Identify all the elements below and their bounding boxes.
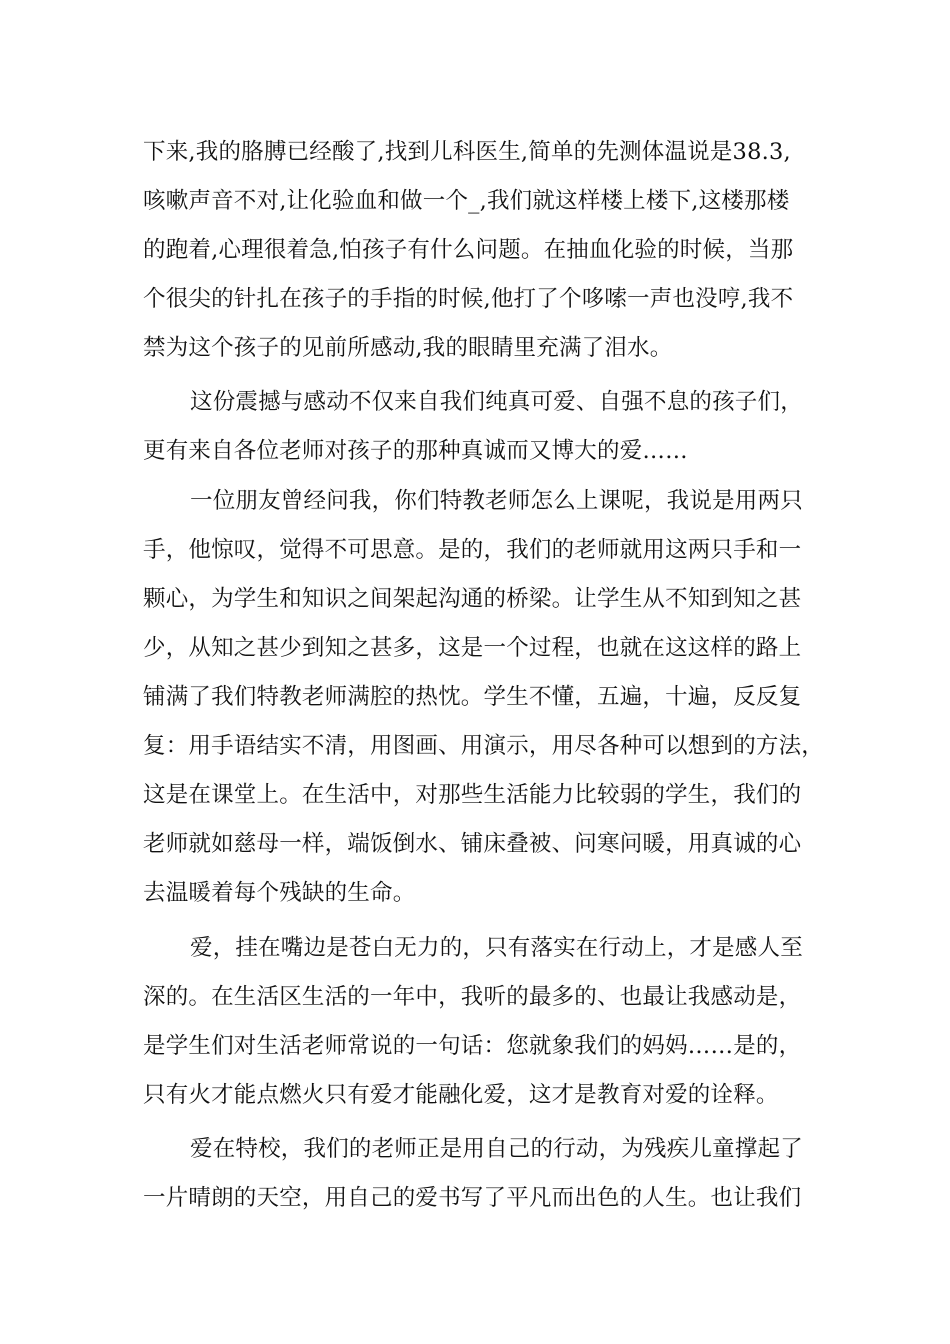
text-line: 铺满了我们特教老师满腔的热忱。学生不懂，五遍，十遍，反反复 xyxy=(143,684,802,710)
text-line: 深的。在生活区生活的一年中，我听的最多的、也最让我感动是， xyxy=(143,984,802,1010)
text-line: 是学生们对生活老师常说的一句话：您就象我们的妈妈……是的， xyxy=(143,1033,802,1059)
text-line: 这是在课堂上。在生活中，对那些生活能力比较弱的学生，我们的 xyxy=(143,782,802,808)
text-line: 复：用手语结实不清，用图画、用演示，用尽各种可以想到的方法， xyxy=(143,733,825,759)
paragraph-first-line: 爱，挂在嘴边是苍白无力的，只有落实在行动上，才是感人至 xyxy=(190,935,803,961)
paragraph-first-line: 一位朋友曾经问我，你们特教老师怎么上课呢，我说是用两只 xyxy=(190,488,803,514)
text-line: 少，从知之甚少到知之甚多，这是一个过程，也就在这这样的路上 xyxy=(143,635,802,661)
text-line: 下来,我的胳膊已经酸了,找到儿科医生,简单的先测体温说是38.3, xyxy=(143,139,791,165)
text-line: 手，他惊叹，觉得不可思意。是的，我们的老师就用这两只手和一 xyxy=(143,537,802,563)
text-line: 的跑着,心理很着急,怕孩子有什么问题。在抽血化验的时候，当那 xyxy=(143,237,794,263)
paragraph-first-line: 爱在特校，我们的老师正是用自己的行动，为残疾儿童撑起了 xyxy=(190,1136,803,1162)
text-line: 一片晴朗的天空，用自己的爱书写了平凡而出色的人生。也让我们 xyxy=(143,1185,802,1211)
text-line: 老师就如慈母一样，端饭倒水、铺床叠被、问寒问暖，用真诚的心 xyxy=(143,831,802,857)
paragraph-first-line: 这份震撼与感动不仅来自我们纯真可爱、自强不息的孩子们， xyxy=(190,389,803,415)
text-line: 更有来自各位老师对孩子的那种真诚而又博大的爱…… xyxy=(143,438,688,464)
text-line: 禁为这个孩子的见前所感动,我的眼睛里充满了泪水。 xyxy=(143,335,673,361)
text-line: 个很尖的针扎在孩子的手指的时候,他打了个哆嗦一声也没哼,我不 xyxy=(143,286,794,312)
text-line: 只有火才能点燃火只有爱才能融化爱，这才是教育对爱的诠释。 xyxy=(143,1082,779,1108)
text-line: 颗心，为学生和知识之间架起沟通的桥梁。让学生从不知到知之甚 xyxy=(143,586,802,612)
text-line: 咳嗽声音不对,让化验血和做一个_,我们就这样楼上楼下,这楼那楼 xyxy=(143,188,790,214)
text-line: 去温暖着每个残缺的生命。 xyxy=(143,880,416,906)
